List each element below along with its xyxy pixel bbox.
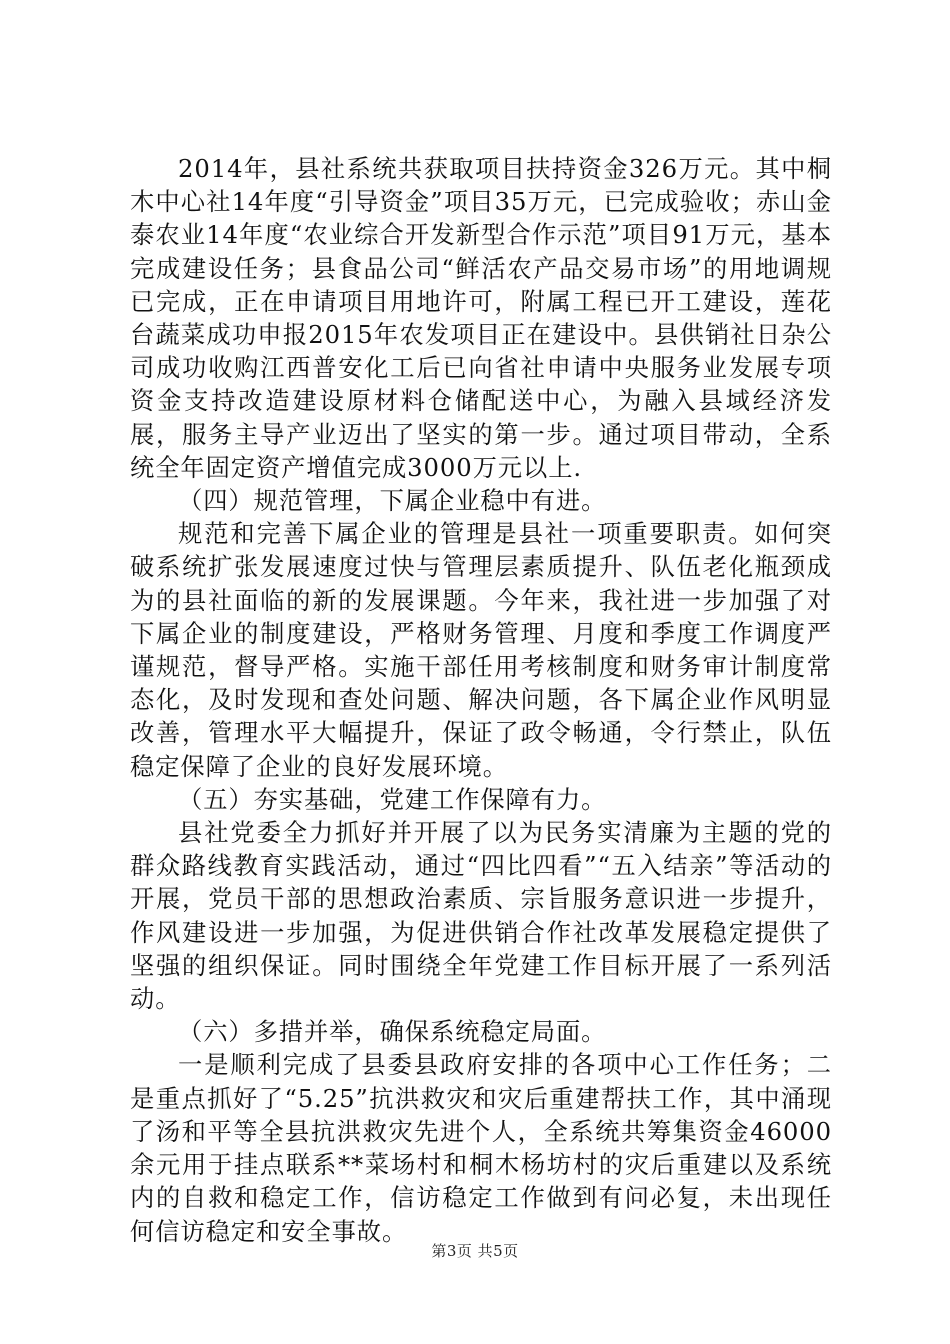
paragraph-party-building: 县社党委全力抓好并开展了以为民务实清廉为主题的党的群众路线教育实践活动，通过“四比四看”“五入结亲”等活动的开展，党员干部的思想政治素质、宗旨服务意识进一步提升，作风建设进一步加强，为促进供销合作社改革发展稳定提供了坚强的组织保证。同时围绕全年党建工作目标开展了一系列活动。 bbox=[130, 818, 832, 1014]
section-heading-5: （五）夯实基础，党建工作保障有力。 bbox=[178, 784, 607, 814]
paragraph-stability: 一是顺利完成了县委县政府安排的各项中心工作任务；二是重点抓好了“5.25”抗洪救灾和灾后重建帮扶工作，其中涌现了汤和平等全县抗洪救灾先进个人，全系统共筹集资金46000余元用于挂点联系**菜场村和桐木杨坊村的灾后重建以及系统内的自救和稳定工作，信访稳定工作做到有问必复，未出现任何信访稳定和安全事故。 bbox=[130, 1050, 832, 1246]
section-heading-4: （四）规范管理，下属企业稳中有进。 bbox=[178, 486, 607, 516]
paragraph-project-funding: 2014年，县社系统共获取项目扶持资金326万元。其中桐木中心社14年度“引导资金”项目35万元，已完成验收；赤山金泰农业14年度“农业综合开发新型合作示范”项目91万元，基本完成建设任务；县食品公司“鲜活农产品交易市场”的用地调规已完成，正在申请项目用地许可，附属工程已开工建设，莲花台蔬菜成功申报2015年农发项目正在建设中。县供销社日杂公司成功收购江西普安化工后已向省社申请中央服务业发展专项资金支持改造建设原材料仓储配送中心，为融入县域经济发展，服务主导产业迈出了坚实的第一步。通过项目带动，全系统全年固定资产增值完成3000万元以上. bbox=[130, 154, 832, 482]
page-number-footer: 第3页 共5页 bbox=[431, 1242, 519, 1260]
document-body bbox=[130, 152, 832, 1248]
section-heading-6: （六）多措并举，确保系统稳定局面。 bbox=[178, 1017, 607, 1047]
paragraph-enterprise-management: 规范和完善下属企业的管理是县社一项重要职责。如何突破系统扩张发展速度过快与管理层素质提升、队伍老化瓶颈成为的县社面临的新的发展课题。今年来，我社进一步加强了对下属企业的制度建设，严格财务管理、月度和季度工作调度严谨规范，督导严格。实施干部任用考核制度和财务审计制度常态化，及时发现和查处问题、解决问题，各下属企业作风明显改善，管理水平大幅提升，保证了政令畅通，令行禁止，队伍稳定保障了企业的良好发展环境。 bbox=[130, 519, 832, 781]
